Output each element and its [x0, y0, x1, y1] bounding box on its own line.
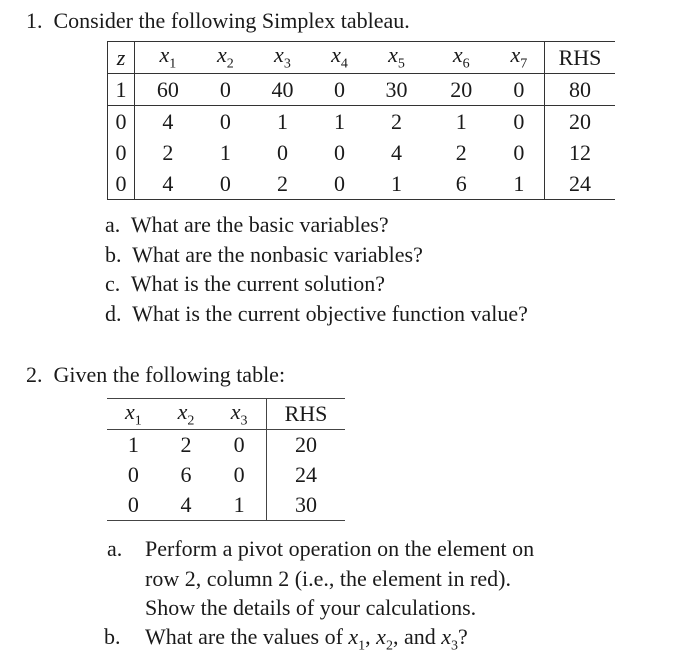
- column-header: $x_4$: [315, 42, 364, 74]
- q2-part-b-text: What are the values of $x_1$, $x_2$, and $x_3$?: [145, 624, 468, 654]
- table-cell: 0: [333, 170, 345, 196]
- table-cell: 0: [219, 108, 231, 134]
- part-text: What is the current objective function value?: [132, 300, 528, 326]
- simplex-tableau: [107, 41, 615, 200]
- table-cell: 24: [267, 460, 346, 490]
- table-cell: 0: [233, 432, 245, 458]
- table-cell: 4: [162, 170, 174, 196]
- column-header: $x_3$: [250, 42, 315, 74]
- table-cell: 0: [108, 137, 135, 168]
- table-cell: 24: [545, 168, 616, 200]
- table-cell: 0: [315, 74, 364, 106]
- table-cell: 2: [162, 139, 174, 165]
- table-cell: 0: [513, 139, 525, 165]
- pivot-table: [107, 398, 345, 521]
- table-cell: 0: [333, 139, 345, 165]
- table-cell: 60: [135, 74, 201, 106]
- question-number: 1.: [26, 8, 43, 33]
- table-cell: 2: [455, 139, 467, 165]
- table-cell: 0: [276, 139, 288, 165]
- table-cell: 20: [545, 106, 616, 138]
- table-cell: 1: [391, 170, 403, 196]
- table-row: [108, 137, 616, 168]
- table-cell: 1: [108, 74, 135, 106]
- header-row: [108, 42, 616, 74]
- column-header: $x_7$: [494, 42, 545, 74]
- question-text: Consider the following Simplex tableau.: [53, 8, 410, 33]
- table-cell: 0: [127, 492, 139, 518]
- part-label: a.: [105, 212, 121, 237]
- q1-part: [105, 212, 389, 238]
- part-label: c.: [105, 271, 121, 296]
- table-cell: 1: [233, 492, 245, 518]
- table-cell: 0: [127, 462, 139, 488]
- q2-part-a-line: Perform a pivot operation on the element on: [145, 536, 535, 561]
- q2-part-a-line: Show the details of your calculations.: [145, 595, 477, 620]
- column-header: $x_1$: [135, 42, 201, 74]
- table-cell: 0: [233, 462, 245, 488]
- table-cell: 20: [267, 430, 346, 461]
- column-header: RHS: [545, 42, 616, 74]
- q2-part-a-label: a.: [107, 536, 123, 561]
- table-cell: 6: [180, 462, 192, 488]
- table-cell: 6: [455, 170, 467, 196]
- part-text: What are the nonbasic variables?: [132, 241, 423, 267]
- table-row: [107, 430, 345, 461]
- table-cell: 0: [108, 106, 135, 138]
- q1-part: [105, 242, 423, 268]
- part-label: b.: [105, 241, 122, 267]
- table-cell: 0: [219, 170, 231, 196]
- column-header: $x_1$: [107, 399, 160, 430]
- q2-part-a-line: row 2, column 2 (i.e., the element in red).: [145, 566, 511, 591]
- table-cell: 2: [276, 170, 288, 196]
- column-header: $x_2$: [160, 399, 213, 430]
- q1-part: [105, 301, 528, 327]
- table-cell: 0: [201, 74, 250, 106]
- header-row: [107, 399, 345, 430]
- table-cell: 1: [219, 139, 231, 165]
- question-2-title: [26, 362, 285, 388]
- column-header: $x_3$: [212, 399, 266, 430]
- table-cell: 0: [494, 74, 545, 106]
- column-header: z: [108, 42, 135, 74]
- table-cell: 40: [250, 74, 315, 106]
- table-cell: 1: [455, 108, 467, 134]
- table-cell: 4: [391, 139, 403, 165]
- table-cell: 0: [513, 108, 525, 134]
- column-header: $x_2$: [201, 42, 250, 74]
- table-cell: 1: [333, 108, 345, 134]
- part-text: What are the basic variables?: [130, 212, 389, 237]
- question-number: 2.: [26, 362, 43, 387]
- part-text: What is the current solution?: [130, 271, 386, 296]
- table-row: [107, 490, 345, 521]
- table-cell: 1: [127, 432, 139, 458]
- question-text: Given the following table:: [53, 362, 286, 387]
- table-cell: 1: [513, 170, 525, 196]
- table-row: [108, 74, 616, 106]
- table-cell: 12: [545, 137, 616, 168]
- table-cell: 2: [180, 432, 192, 458]
- table-cell: 2: [391, 108, 403, 134]
- table-cell: 30: [267, 490, 346, 521]
- table-row: [107, 460, 345, 490]
- table-cell: 20: [429, 74, 494, 106]
- table-cell: 4: [180, 492, 192, 518]
- table-cell: 80: [545, 74, 616, 106]
- column-header: $x_5$: [364, 42, 429, 74]
- q1-part: [105, 271, 385, 297]
- table-row: [108, 106, 616, 138]
- table-cell: 4: [162, 108, 174, 134]
- column-header: RHS: [267, 399, 346, 430]
- column-header: $x_6$: [429, 42, 494, 74]
- table-cell: 30: [364, 74, 429, 106]
- table-cell: 0: [108, 168, 135, 200]
- part-label: d.: [105, 300, 122, 326]
- table-cell: 1: [276, 108, 288, 134]
- q2-part-b-label: b.: [104, 624, 121, 649]
- table-row: [108, 168, 616, 200]
- question-1-title: [26, 8, 410, 34]
